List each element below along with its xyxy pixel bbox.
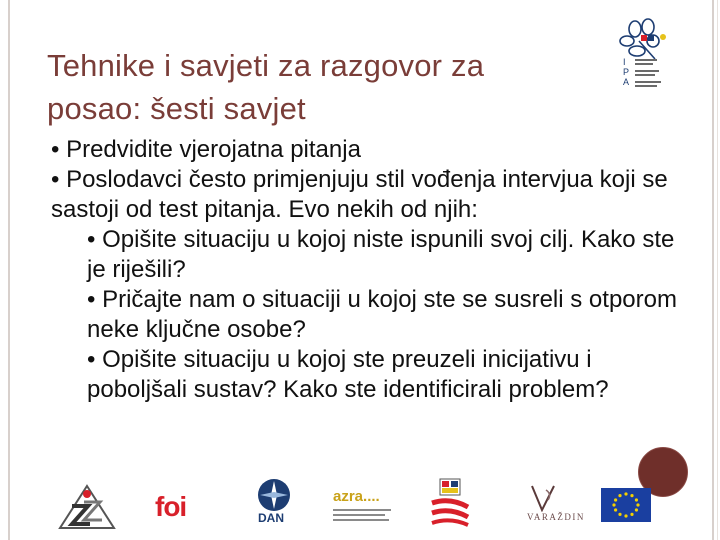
eu-flag-logo bbox=[601, 488, 651, 522]
slide-title bbox=[47, 44, 607, 130]
bullet-icon: • bbox=[51, 166, 60, 193]
azra-logo: azra.... bbox=[333, 488, 380, 505]
left-frame-line bbox=[8, 0, 10, 540]
bullet-icon: • bbox=[87, 226, 96, 253]
svg-text:P: P bbox=[623, 67, 630, 77]
bullet-level2-item bbox=[87, 345, 691, 405]
flower-logo bbox=[615, 15, 693, 93]
bullet-icon: • bbox=[87, 346, 96, 373]
slide-title-line-1: Tehnike i savjeti za razgovor za bbox=[47, 48, 485, 83]
dan-label: DAN bbox=[258, 511, 284, 525]
bullet-level1-item bbox=[51, 135, 691, 165]
bullet-text: Pričajte nam o situaciji u kojoj ste se susreli s otporom neke ključne osobe? bbox=[87, 286, 677, 343]
bullet-text: Poslodavci često primjenjuju stil vođenja intervjua koji se sastoji od test pitanja. Evo nekih od njih: bbox=[51, 166, 668, 223]
bullet-level2-item bbox=[87, 225, 691, 285]
svg-text:A: A bbox=[623, 77, 630, 87]
bullet-icon: • bbox=[51, 136, 60, 163]
right-frame-line-outer bbox=[717, 0, 718, 540]
bullet-level1-item bbox=[51, 165, 691, 225]
foi-logo: foi bbox=[155, 491, 187, 522]
slide-title-line-2: posao: šesti savjet bbox=[47, 91, 306, 126]
dan-compass-logo bbox=[252, 478, 296, 512]
azra-subtext-lines bbox=[333, 508, 395, 522]
bullet-text: Opišite situaciju u kojoj ste preuzeli inicijativu i poboljšali sustav? Kako ste identificirali problem? bbox=[87, 346, 609, 403]
varazdin-logo bbox=[528, 484, 558, 512]
slide-body bbox=[51, 135, 691, 405]
bullet-icon: • bbox=[87, 286, 96, 313]
bullet-text: Opišite situaciju u kojoj niste ispunili svoj cilj. Kako ste je riješili? bbox=[87, 226, 675, 283]
right-frame-line bbox=[712, 0, 714, 540]
svg-text:I: I bbox=[623, 57, 626, 67]
varazdin-label: VARAŽDIN bbox=[527, 512, 585, 522]
bullet-level2-item bbox=[87, 285, 691, 345]
zz-logo bbox=[58, 484, 116, 530]
bullet-text: Predvidite vjerojatna pitanja bbox=[66, 136, 361, 163]
county-crest-logo bbox=[430, 477, 470, 527]
